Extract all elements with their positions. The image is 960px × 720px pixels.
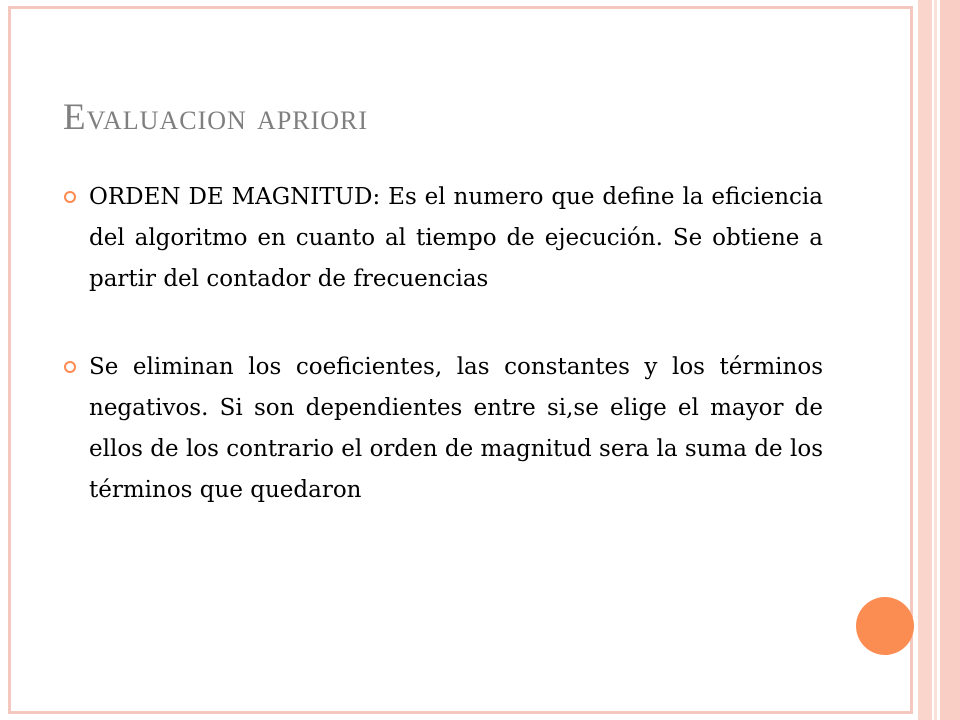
bullet-circle-icon xyxy=(64,361,76,373)
bullet-item xyxy=(63,177,823,300)
decorative-stripe xyxy=(934,0,937,720)
bullet-list xyxy=(63,177,823,511)
slide-title: Evaluacion apriori xyxy=(63,97,369,138)
bullet-text: Se eliminan los coeficientes, las constantes y los términos negativos. Si son dependientes entre si,se elige el mayor de ellos de los contrario el orden de magnitud sera la suma de los términos que quedaron xyxy=(89,354,823,503)
bullet-text: ORDEN DE MAGNITUD: Es el numero que define la eficiencia del algoritmo en cuanto al tiempo de ejecución. Se obtiene a partir del contador de frecuencias xyxy=(89,184,823,292)
bullet-circle-icon xyxy=(64,191,76,203)
decorative-circle xyxy=(856,597,914,655)
decorative-stripe xyxy=(918,0,932,720)
decorative-stripe xyxy=(940,0,960,720)
bullet-item xyxy=(63,347,823,511)
